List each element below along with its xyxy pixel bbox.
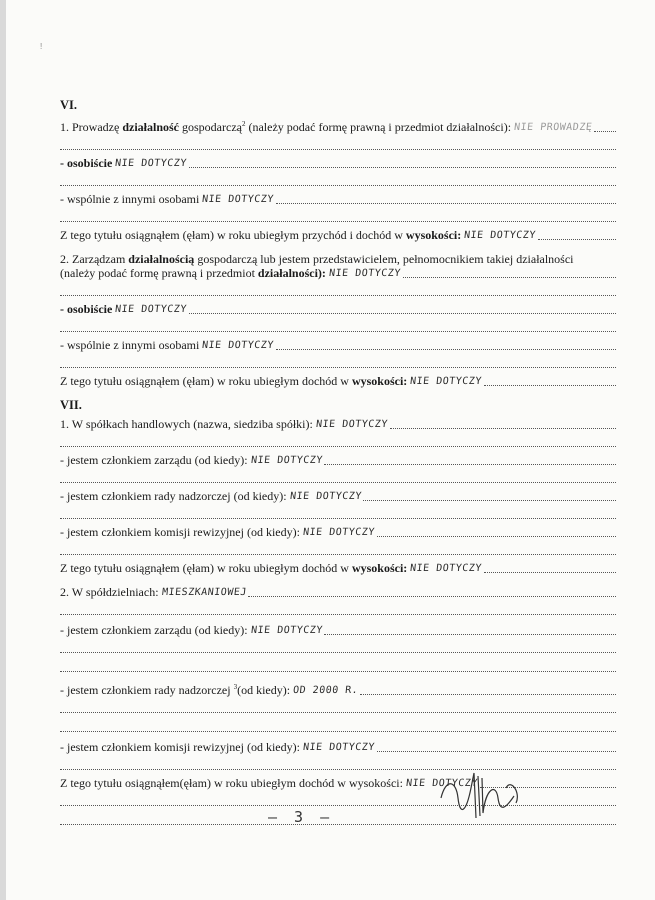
vi-1-income-line (60, 228, 616, 243)
vi-2-label: 2. Zarządzam działalnością gospodarczą lub jestem przedstawicielem, pełnomocnikiem takiej działalności (60, 252, 574, 266)
vi-2-line: (należy podać formę prawną i przedmiot działalności): NIE DOTYCZY (60, 266, 616, 281)
vii-2-income-label: Z tego tytułu osiągnąłem(ęłam) w roku ubiegłym dochód w wysokości: (60, 776, 403, 790)
section-vi-heading: VI. (60, 98, 78, 112)
form-content (60, 98, 616, 831)
vi-2-wspolnie-line (60, 338, 616, 353)
vii-2-komisja-answer: NIE DOTYCZY (302, 742, 376, 753)
page-number: — 3 — (268, 808, 334, 826)
vii-1-rada-label: - jestem członkiem rady nadzorczej (od kiedy): (60, 489, 287, 503)
vii-2-komisja-line (60, 740, 616, 755)
vii-1-label: 1. W spółkach handlowych (nazwa, siedziba spółki): (60, 417, 313, 431)
vii-1-rada-line (60, 489, 616, 504)
vi-1-wspolnie-label: - wspólnie z innymi osobami (60, 192, 200, 206)
vii-1-line (60, 417, 616, 432)
vi-1-income-label: Z tego tytułu osiągnąłem (ęłam) w roku ubiegłym przychód i dochód w wysokości: (60, 228, 462, 242)
vii-2-rada-line (60, 680, 616, 698)
vi-1-income-answer: NIE DOTYCZY (463, 230, 537, 241)
vi-2-income-answer: NIE DOTYCZY (409, 376, 483, 387)
dotted-line (60, 659, 616, 672)
vi-2-wspolnie-answer: NIE DOTYCZY (201, 340, 275, 351)
vi-1-line (60, 117, 616, 135)
dotted-line (60, 506, 616, 519)
vii-1-answer: NIE DOTYCZY (315, 419, 389, 430)
dotted-line (60, 602, 616, 615)
margin-mark: ! (40, 42, 43, 51)
vii-2-rada-answer: OD 2000 R. (292, 685, 359, 696)
signature-image (436, 768, 536, 828)
dotted-line (60, 283, 616, 296)
vii-2-rada-label: - jestem członkiem rady nadzorczej $^3$(od kiedy): (60, 683, 291, 697)
vi-1-label: 1. Prowadzę działalność gospodarczą$^2$ (należy podać formę prawną i przedmiot działalności): (60, 120, 512, 134)
vii-1-income-answer: NIE DOTYCZY (409, 563, 483, 574)
vii-1-komisja-line (60, 525, 616, 540)
vii-2-income-answer: NIE DOTYCZY (405, 778, 479, 789)
dotted-line (60, 355, 616, 368)
vi-1-answer: NIE PROWADZĘ (513, 122, 593, 133)
vi-2-answer: NIE DOTYCZY (328, 268, 402, 279)
vi-2-income-line (60, 374, 616, 389)
dotted-line (60, 470, 616, 483)
vii-1-zarzad-line (60, 453, 616, 468)
dotted-line (60, 434, 616, 447)
vii-2-komisja-label: - jestem członkiem komisji rewizyjnej (od kiedy): (60, 740, 300, 754)
dotted-line (60, 700, 616, 713)
vii-1-komisja-label: - jestem członkiem komisji rewizyjnej (od kiedy): (60, 525, 300, 539)
dotted-line (60, 319, 616, 332)
vii-2-zarzad-line (60, 623, 616, 638)
vii-1-rada-answer: NIE DOTYCZY (289, 491, 362, 502)
vii-2-answer: MIESZKANIOWEJ (160, 587, 247, 598)
vii-1-komisja-answer: NIE DOTYCZY (302, 527, 376, 538)
dotted-line (60, 640, 616, 653)
vi-1-wspolnie-line (60, 192, 616, 207)
vi-2-wspolnie-label: - wspólnie z innymi osobami (60, 338, 200, 352)
vi-2-osobiscie-line (60, 302, 616, 317)
dotted-line (60, 542, 616, 555)
vi-2-osobiscie-answer: NIE DOTYCZY (114, 304, 188, 315)
vi-2-osobiscie-label: - osobiście (60, 302, 113, 316)
dotted-line (60, 209, 616, 222)
vi-1-osobiscie-label: - osobiście (60, 156, 113, 170)
vi-1-osobiscie-line (60, 156, 616, 171)
vii-2-label: 2. W spółdzielniach: (60, 585, 159, 599)
vi-1-osobiscie-answer: NIE DOTYCZY (114, 158, 188, 169)
vii-1-zarzad-answer: NIE DOTYCZY (250, 455, 323, 466)
vi-2-income-label: Z tego tytułu osiągnąłem (ęłam) w roku ubiegłym dochód w wysokości: (60, 374, 408, 388)
dotted-line (60, 719, 616, 732)
vii-1-income-line (60, 561, 616, 576)
vii-1-income-label: Z tego tytułu osiągnąłem (ęłam) w roku ubiegłym dochód w wysokości: (60, 561, 408, 575)
vii-2-zarzad-label: - jestem członkiem zarządu (od kiedy): (60, 623, 248, 637)
vi-1-wspolnie-answer: NIE DOTYCZY (201, 194, 275, 205)
dotted-line (60, 137, 616, 150)
section-vii-heading: VII. (60, 398, 82, 412)
vii-2-zarzad-answer: NIE DOTYCZY (250, 625, 323, 636)
vii-1-zarzad-label: - jestem członkiem zarządu (od kiedy): (60, 453, 248, 467)
vii-2-line (60, 585, 616, 600)
dotted-line (60, 173, 616, 186)
